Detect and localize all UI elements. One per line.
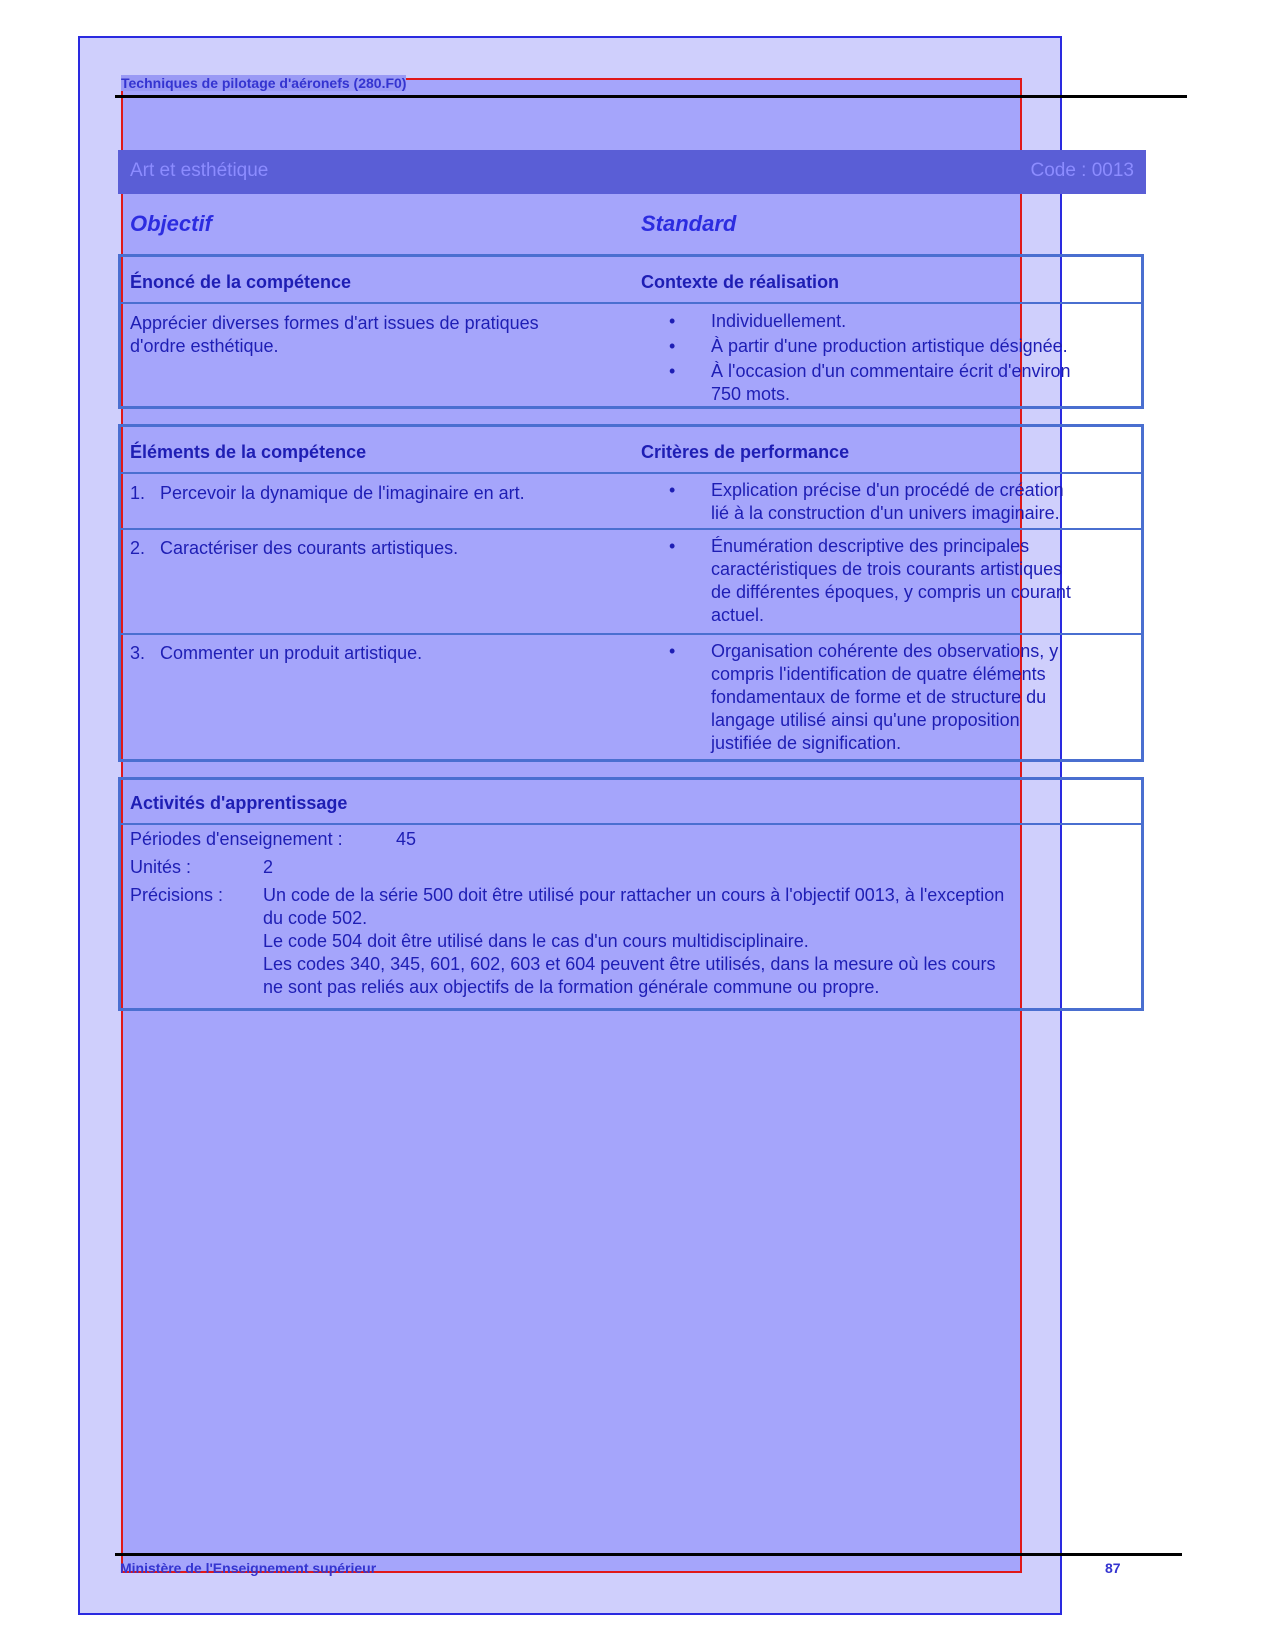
divider — [121, 823, 1141, 825]
element-1-label: Percevoir la dynamique de l'imaginaire en art. — [160, 483, 525, 503]
competence-heading: Énoncé de la compétence — [130, 272, 352, 292]
title-bar — [118, 150, 1146, 194]
criteria-heading: Critères de performance — [641, 442, 850, 462]
element-3 — [130, 642, 422, 665]
bullet-icon: • — [669, 536, 676, 556]
objective-heading: Objectif — [130, 211, 212, 236]
divider — [121, 528, 1141, 530]
bullet-icon: • — [669, 641, 676, 661]
element-1 — [130, 482, 525, 505]
context-item-2: À partir d'une production artistique désignée. — [711, 336, 1068, 356]
footer-rule — [115, 1553, 1182, 1556]
element-2 — [130, 537, 458, 560]
precision-line-5: ne sont pas reliés aux objectifs de la formation générale commune ou propre. — [263, 977, 880, 997]
bullet-icon: • — [669, 480, 676, 500]
context-heading: Contexte de réalisation — [641, 272, 840, 292]
activities-box — [118, 777, 1144, 1011]
course-code: Code : 0013 — [1030, 160, 1134, 181]
divider — [121, 633, 1141, 635]
periods-value: 45 — [396, 829, 417, 849]
competence-line-1: Apprécier diverses formes d'art issues de pratiques — [130, 313, 539, 333]
precision-line-4: Les codes 340, 345, 601, 602, 603 et 604 peuvent être utilisés, dans la mesure où les cours — [263, 954, 996, 974]
criteria-3-line-5: justifiée de signification. — [711, 733, 902, 753]
criteria-2-line-1: Énumération descriptive des principales — [711, 536, 1030, 556]
criteria-3-line-4: langage utilisé ainsi qu'une proposition — [711, 710, 1020, 730]
criteria-1-line-1: Explication précise d'un procédé de création — [711, 480, 1064, 500]
criteria-2-line-3: de différentes époques, y compris un courant — [711, 582, 1071, 602]
criteria-3-line-3: fondamentaux de forme et de structure du — [711, 687, 1047, 707]
bullet-icon: • — [669, 311, 676, 331]
precision-line-2: du code 502. — [263, 908, 368, 928]
elements-heading: Éléments de la compétence — [130, 442, 367, 462]
competence-line-2: d'ordre esthétique. — [130, 336, 279, 356]
divider — [121, 302, 1141, 304]
header-program: Techniques de pilotage d'aéronefs (280.F0) — [121, 75, 407, 91]
element-1-num: 1. — [130, 483, 146, 503]
precisions-label: Précisions : — [130, 885, 224, 905]
elements-box — [118, 424, 1144, 762]
element-2-num: 2. — [130, 538, 146, 558]
criteria-3-line-2: compris l'identification de quatre éléments — [711, 664, 1046, 684]
bullet-icon: • — [669, 361, 676, 381]
units-value: 2 — [263, 857, 274, 877]
context-item-1: Individuellement. — [711, 311, 847, 331]
periods-label: Périodes d'enseignement : — [130, 829, 343, 849]
standard-heading: Standard — [641, 211, 737, 236]
context-item-3-line-1: À l'occasion d'un commentaire écrit d'environ — [711, 361, 1071, 381]
criteria-1-line-2: lié à la construction d'un univers imaginaire. — [711, 503, 1060, 523]
criteria-2-line-4: actuel. — [711, 605, 765, 625]
criteria-2-line-2: caractéristiques de trois courants artistiques — [711, 559, 1063, 579]
footer-ministry: Ministère de l'Enseignement supérieur — [120, 1560, 377, 1576]
header-rule — [115, 95, 1187, 98]
page-number: 87 — [1105, 1560, 1121, 1576]
divider — [121, 472, 1141, 474]
competence-box — [118, 254, 1144, 409]
element-3-label: Commenter un produit artistique. — [160, 643, 423, 663]
precision-line-3: Le code 504 doit être utilisé dans le cas d'un cours multidisciplinaire. — [263, 931, 809, 951]
units-label: Unités : — [130, 857, 192, 877]
course-title: Art et esthétique — [130, 160, 269, 181]
criteria-3-line-1: Organisation cohérente des observations, y — [711, 641, 1059, 661]
activities-heading: Activités d'apprentissage — [130, 793, 348, 813]
element-2-label: Caractériser des courants artistiques. — [160, 538, 459, 558]
element-3-num: 3. — [130, 643, 146, 663]
precision-line-1: Un code de la série 500 doit être utilisé pour rattacher un cours à l'objectif 0013, à l'exception — [263, 885, 1005, 905]
bullet-icon: • — [669, 336, 676, 356]
context-item-3-line-2: 750 mots. — [711, 384, 791, 404]
